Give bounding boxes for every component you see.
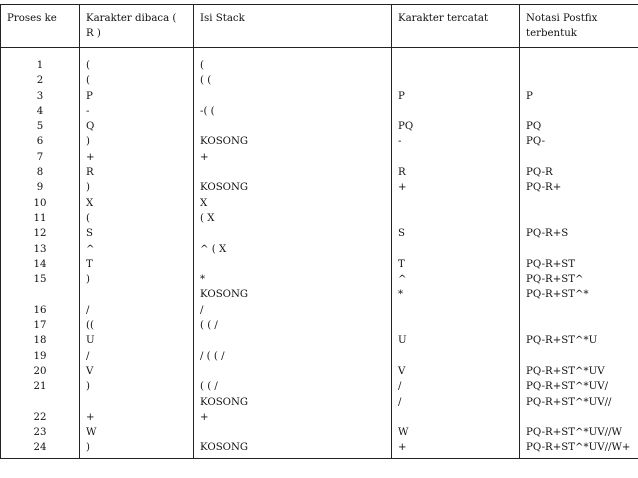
cell-karakter-dibaca: (	[80, 48, 194, 74]
cell-notasi-postfix: PQ-R+ST^	[520, 272, 638, 287]
cell-proses-ke: 18	[1, 333, 80, 348]
cell-isi-stack	[194, 333, 392, 348]
cell-proses-ke: 23	[1, 425, 80, 440]
table-row	[1, 287, 638, 302]
cell-isi-stack: KOSONG	[194, 180, 392, 195]
cell-proses-ke: 24	[1, 440, 80, 458]
cell-isi-stack: ( ( /	[194, 379, 392, 394]
cell-proses-ke	[1, 395, 80, 410]
cell-karakter-dibaca: R	[80, 165, 194, 180]
cell-notasi-postfix	[520, 242, 638, 257]
table-row	[1, 425, 638, 440]
document-page	[0, 4, 638, 459]
cell-notasi-postfix: PQ-R+ST^*UV//W+	[520, 440, 638, 458]
cell-notasi-postfix	[520, 73, 638, 88]
cell-karakter-tercatat	[392, 48, 520, 74]
cell-isi-stack	[194, 226, 392, 241]
cell-karakter-dibaca: )	[80, 180, 194, 195]
cell-proses-ke: 12	[1, 226, 80, 241]
cell-notasi-postfix	[520, 349, 638, 364]
cell-notasi-postfix: PQ-R+S	[520, 226, 638, 241]
cell-karakter-dibaca: T	[80, 257, 194, 272]
cell-karakter-tercatat: -	[392, 134, 520, 149]
cell-notasi-postfix	[520, 410, 638, 425]
header-row	[1, 5, 638, 48]
cell-karakter-tercatat: P	[392, 89, 520, 104]
cell-proses-ke: 7	[1, 150, 80, 165]
table-row	[1, 150, 638, 165]
cell-karakter-tercatat: /	[392, 379, 520, 394]
cell-karakter-dibaca: S	[80, 226, 194, 241]
cell-notasi-postfix	[520, 150, 638, 165]
cell-karakter-dibaca: )	[80, 379, 194, 394]
cell-notasi-postfix: PQ-R+ST^*UV//W	[520, 425, 638, 440]
table-row	[1, 333, 638, 348]
cell-isi-stack: +	[194, 150, 392, 165]
cell-karakter-dibaca: W	[80, 425, 194, 440]
cell-isi-stack: /	[194, 303, 392, 318]
cell-isi-stack: X	[194, 196, 392, 211]
cell-proses-ke: 15	[1, 272, 80, 287]
cell-karakter-tercatat: U	[392, 333, 520, 348]
table-row	[1, 211, 638, 226]
cell-karakter-dibaca: /	[80, 349, 194, 364]
cell-proses-ke: 19	[1, 349, 80, 364]
table-row	[1, 318, 638, 333]
cell-karakter-tercatat: PQ	[392, 119, 520, 134]
table-row	[1, 257, 638, 272]
cell-isi-stack	[194, 257, 392, 272]
cell-isi-stack: KOSONG	[194, 440, 392, 458]
cell-proses-ke: 5	[1, 119, 80, 134]
cell-notasi-postfix	[520, 104, 638, 119]
cell-karakter-tercatat	[392, 211, 520, 226]
cell-karakter-dibaca: +	[80, 150, 194, 165]
cell-notasi-postfix: PQ-R+ST^*UV//	[520, 395, 638, 410]
table-row	[1, 303, 638, 318]
cell-karakter-tercatat	[392, 318, 520, 333]
table-row	[1, 196, 638, 211]
table-row	[1, 242, 638, 257]
cell-karakter-tercatat	[392, 303, 520, 318]
cell-isi-stack: KOSONG	[194, 395, 392, 410]
table-row	[1, 226, 638, 241]
cell-proses-ke: 22	[1, 410, 80, 425]
cell-proses-ke: 20	[1, 364, 80, 379]
cell-isi-stack: KOSONG	[194, 134, 392, 149]
table-row	[1, 440, 638, 458]
cell-notasi-postfix: PQ-R+ST^*UV	[520, 364, 638, 379]
cell-karakter-tercatat	[392, 196, 520, 211]
cell-karakter-dibaca: /	[80, 303, 194, 318]
cell-notasi-postfix: PQ-R+ST^*UV/	[520, 379, 638, 394]
table-row	[1, 379, 638, 394]
cell-proses-ke: 1	[1, 48, 80, 74]
table-header	[1, 5, 638, 48]
table-row	[1, 272, 638, 287]
cell-isi-stack: ( X	[194, 211, 392, 226]
cell-karakter-tercatat: *	[392, 287, 520, 302]
table-row	[1, 73, 638, 88]
cell-isi-stack	[194, 364, 392, 379]
cell-karakter-tercatat	[392, 349, 520, 364]
cell-isi-stack: *	[194, 272, 392, 287]
cell-karakter-dibaca: U	[80, 333, 194, 348]
table-row	[1, 180, 638, 195]
cell-notasi-postfix	[520, 196, 638, 211]
cell-isi-stack: +	[194, 410, 392, 425]
cell-karakter-dibaca: X	[80, 196, 194, 211]
table-row	[1, 395, 638, 410]
table-row	[1, 119, 638, 134]
cell-karakter-tercatat	[392, 410, 520, 425]
cell-karakter-dibaca: ((	[80, 318, 194, 333]
cell-isi-stack	[194, 89, 392, 104]
cell-karakter-tercatat	[392, 73, 520, 88]
cell-karakter-dibaca: P	[80, 89, 194, 104]
cell-karakter-tercatat: S	[392, 226, 520, 241]
cell-notasi-postfix	[520, 48, 638, 74]
cell-proses-ke: 21	[1, 379, 80, 394]
table-row	[1, 349, 638, 364]
cell-proses-ke: 6	[1, 134, 80, 149]
cell-karakter-tercatat: /	[392, 395, 520, 410]
table-row	[1, 89, 638, 104]
cell-karakter-dibaca	[80, 287, 194, 302]
table-row	[1, 104, 638, 119]
cell-isi-stack: ( ( /	[194, 318, 392, 333]
cell-isi-stack: / ( ( /	[194, 349, 392, 364]
cell-karakter-dibaca: Q	[80, 119, 194, 134]
cell-notasi-postfix: PQ-R+	[520, 180, 638, 195]
cell-proses-ke: 8	[1, 165, 80, 180]
cell-proses-ke: 16	[1, 303, 80, 318]
cell-karakter-dibaca: (	[80, 211, 194, 226]
cell-isi-stack: ( (	[194, 73, 392, 88]
cell-karakter-tercatat	[392, 150, 520, 165]
cell-karakter-tercatat	[392, 104, 520, 119]
cell-isi-stack: KOSONG	[194, 287, 392, 302]
header-karakter-dibaca: Karakter dibaca ( R )	[80, 5, 194, 48]
cell-proses-ke: 11	[1, 211, 80, 226]
cell-karakter-dibaca: (	[80, 73, 194, 88]
header-notasi-postfix: Notasi Postfix terbentuk	[520, 5, 638, 48]
postfix-conversion-table	[0, 4, 638, 459]
cell-karakter-tercatat	[392, 242, 520, 257]
cell-notasi-postfix: P	[520, 89, 638, 104]
table-row	[1, 410, 638, 425]
header-isi-stack: Isi Stack	[194, 5, 392, 48]
cell-karakter-tercatat: T	[392, 257, 520, 272]
table-row	[1, 364, 638, 379]
cell-proses-ke: 13	[1, 242, 80, 257]
cell-notasi-postfix	[520, 211, 638, 226]
cell-isi-stack	[194, 165, 392, 180]
cell-karakter-dibaca: )	[80, 440, 194, 458]
cell-karakter-dibaca: -	[80, 104, 194, 119]
cell-notasi-postfix	[520, 318, 638, 333]
cell-proses-ke: 4	[1, 104, 80, 119]
table-body	[1, 48, 638, 459]
cell-notasi-postfix: PQ-R	[520, 165, 638, 180]
cell-karakter-tercatat: ^	[392, 272, 520, 287]
cell-notasi-postfix: PQ-R+ST^*U	[520, 333, 638, 348]
cell-karakter-tercatat: +	[392, 440, 520, 458]
cell-karakter-dibaca: +	[80, 410, 194, 425]
cell-proses-ke: 9	[1, 180, 80, 195]
table-row	[1, 165, 638, 180]
cell-isi-stack	[194, 119, 392, 134]
table-row	[1, 134, 638, 149]
cell-karakter-dibaca: )	[80, 134, 194, 149]
header-karakter-tercatat: Karakter tercatat	[392, 5, 520, 48]
cell-karakter-tercatat: V	[392, 364, 520, 379]
cell-notasi-postfix: PQ-R+ST	[520, 257, 638, 272]
cell-karakter-tercatat: R	[392, 165, 520, 180]
cell-notasi-postfix	[520, 303, 638, 318]
cell-karakter-dibaca: ^	[80, 242, 194, 257]
cell-notasi-postfix: PQ-	[520, 134, 638, 149]
cell-proses-ke: 10	[1, 196, 80, 211]
cell-proses-ke: 2	[1, 73, 80, 88]
cell-karakter-dibaca: V	[80, 364, 194, 379]
header-proses-ke: Proses ke	[1, 5, 80, 48]
cell-karakter-dibaca: )	[80, 272, 194, 287]
cell-isi-stack: ^ ( X	[194, 242, 392, 257]
cell-isi-stack: (	[194, 48, 392, 74]
cell-karakter-tercatat: +	[392, 180, 520, 195]
cell-notasi-postfix: PQ-R+ST^*	[520, 287, 638, 302]
cell-proses-ke	[1, 287, 80, 302]
cell-proses-ke: 17	[1, 318, 80, 333]
cell-karakter-dibaca	[80, 395, 194, 410]
cell-isi-stack	[194, 425, 392, 440]
table-row	[1, 48, 638, 74]
cell-karakter-tercatat: W	[392, 425, 520, 440]
cell-proses-ke: 3	[1, 89, 80, 104]
cell-notasi-postfix: PQ	[520, 119, 638, 134]
cell-proses-ke: 14	[1, 257, 80, 272]
cell-isi-stack: -( (	[194, 104, 392, 119]
